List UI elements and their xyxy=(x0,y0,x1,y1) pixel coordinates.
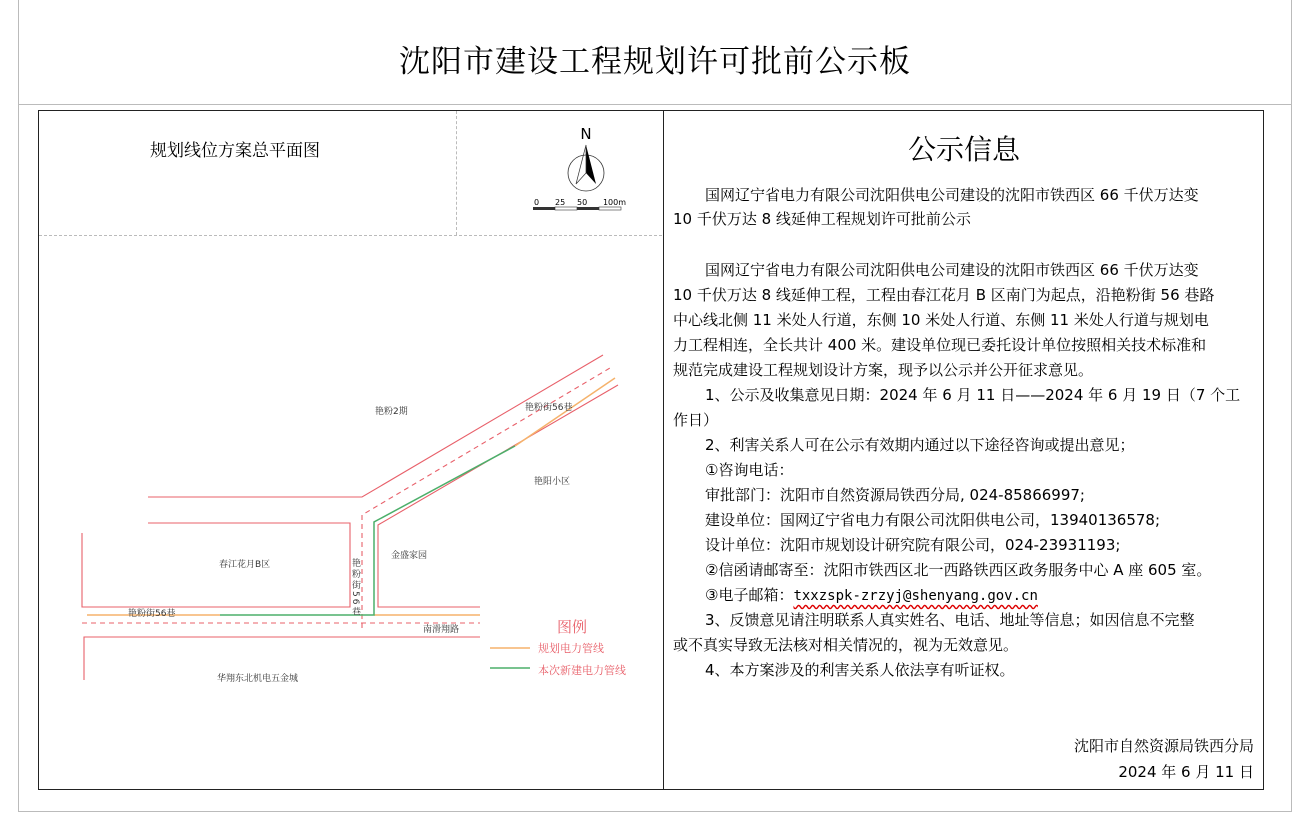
approval-contact: 审批部门：沈阳市自然资源局铁西分局, 024-85866997; xyxy=(705,486,1085,504)
scale-100: 100m xyxy=(602,198,626,207)
scale-bar xyxy=(533,198,626,210)
label-nanhuaxiang: 南滑翔路 xyxy=(423,625,460,635)
heading-line: 国网辽宁省电力有限公司沈阳供电公司建设的沈阳市铁西区 66 千伏万达变 xyxy=(705,186,1199,204)
heading-line: 10 千伏万达 8 线延伸工程规划许可批前公示 xyxy=(673,210,971,228)
site-plan-map xyxy=(0,0,664,790)
body-line: 中心线北侧 11 米处人行道，东侧 10 米处人行道、东侧 11 米处人行道与规划电 xyxy=(673,311,1209,329)
designer-contact: 设计单位：沈阳市规划设计研究院有限公司，024-23931193; xyxy=(705,536,1121,554)
label-chunjiang: 春江花月B区 xyxy=(219,560,271,570)
email-row xyxy=(673,583,1038,608)
email-link[interactable]: txxzspk-zrzyj@shenyang.gov.cn xyxy=(793,588,1038,604)
legend-title: 图例 xyxy=(557,618,588,636)
builder-contact: 建设单位：国网辽宁省电力有限公司沈阳供电公司，13940136578; xyxy=(705,511,1161,529)
map-title: 规划线位方案总平面图 xyxy=(150,141,320,161)
item2: 2、利害关系人可在公示有效期内通过以下途径咨询或提出意见； xyxy=(705,436,1135,454)
email-label: ③电子邮箱： xyxy=(705,586,794,604)
body-line: 规范完成建设工程规划设计方案，现予以公示并公开征求意见。 xyxy=(673,361,1094,379)
item1-line: 1、公示及收集意见日期：2024 年 6 月 11 日——2024 年 6 月 19 日（7 个工 xyxy=(705,386,1241,404)
item1-line: 作日） xyxy=(673,411,719,429)
legend-new-label: 本次新建电力管线 xyxy=(538,664,626,677)
item3-line: 3、反馈意见请注明联系人真实姓名、电话、地址等信息；如因信息不完整 xyxy=(705,611,1195,629)
item4: 4、本方案涉及的利害关系人依法享有听证权。 xyxy=(705,661,1015,679)
mail-address: ②信函请邮寄至：沈阳市铁西区北一西路铁西区政务服务中心 A 座 605 室。 xyxy=(705,561,1212,579)
body-line: 力工程相连，全长共计 400 米。建设单位现已委托设计单位按照相关技术标准和 xyxy=(673,336,1207,354)
label-yanfen56-vertical: 艳粉街56巷 xyxy=(350,558,360,618)
scale-25: 25 xyxy=(555,198,566,207)
label-jinsheng: 金盛家园 xyxy=(391,551,428,561)
road-edge xyxy=(148,355,603,497)
info-title: 公示信息 xyxy=(907,133,1020,166)
scale-50: 50 xyxy=(577,198,588,207)
label-huaxiang-mall: 华翔东北机电五金城 xyxy=(217,674,299,684)
scale-0: 0 xyxy=(534,198,540,207)
signature: 沈阳市自然资源局铁西分局 xyxy=(1073,737,1254,755)
signature-date: 2024 年 6 月 11 日 xyxy=(1118,763,1254,781)
road-edge xyxy=(378,385,618,607)
item3-line: 或不真实导致无法核对相关情况的，视为无效意见。 xyxy=(673,636,1019,654)
phone-label: ①咨询电话： xyxy=(705,461,794,479)
label-yanfen56-w: 艳粉街56巷 xyxy=(128,609,176,619)
label-yanfen56-ne: 艳粉街56巷 xyxy=(525,403,573,413)
north-arrow-icon xyxy=(568,125,604,191)
page-title: 沈阳市建设工程规划许可批前公示板 xyxy=(399,44,911,80)
map-legend xyxy=(490,618,626,677)
road-edge xyxy=(82,523,350,607)
label-yanfen2: 艳粉2期 xyxy=(375,407,408,417)
body-line: 10 千伏万达 8 线延伸工程，工程由春江花月 B 区南门为起点，沿艳粉街 56 巷路 xyxy=(673,286,1215,304)
body-line: 国网辽宁省电力有限公司沈阳供电公司建设的沈阳市铁西区 66 千伏万达变 xyxy=(705,261,1199,279)
north-label: N xyxy=(580,125,592,143)
legend-planned-label: 规划电力管线 xyxy=(538,642,604,655)
label-yanyang: 艳阳小区 xyxy=(534,477,571,487)
